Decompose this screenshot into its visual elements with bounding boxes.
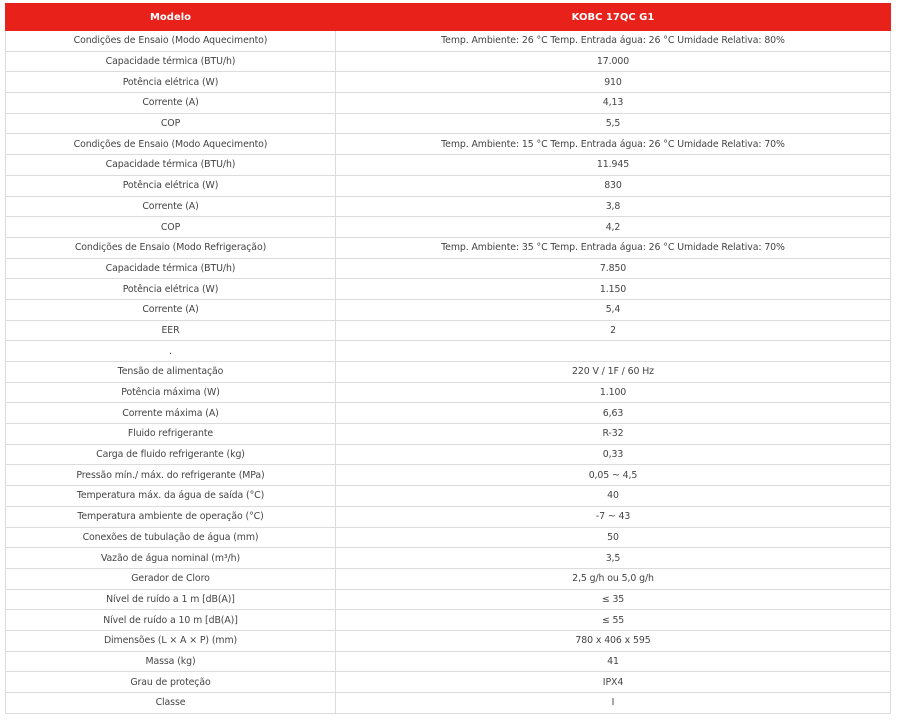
spec-label-cell: Pressão mín./ máx. do refrigerante (MPa) — [6, 465, 336, 486]
table-row — [6, 693, 891, 714]
spec-value-cell: 2,5 g/h ou 5,0 g/h — [336, 568, 891, 589]
table-row — [6, 72, 891, 93]
spec-label-cell: Condições de Ensaio (Modo Aquecimento) — [6, 134, 336, 155]
table-row — [6, 299, 891, 320]
table-row — [6, 93, 891, 114]
spec-value-cell: I — [336, 693, 891, 714]
table-row — [6, 568, 891, 589]
spec-value-cell: ≤ 55 — [336, 610, 891, 631]
spec-value-cell: ≤ 35 — [336, 589, 891, 610]
spec-label-cell: COP — [6, 217, 336, 238]
spec-label-cell: Capacidade térmica (BTU/h) — [6, 155, 336, 176]
spec-label-cell: Dimensões (L × A × P) (mm) — [6, 630, 336, 651]
table-row — [6, 175, 891, 196]
spec-value-cell: 5,4 — [336, 299, 891, 320]
spec-label-cell: Nível de ruído a 1 m [dB(A)] — [6, 589, 336, 610]
spec-value-cell: 910 — [336, 72, 891, 93]
spec-value-cell: 0,33 — [336, 444, 891, 465]
spec-value-cell: 41 — [336, 651, 891, 672]
spec-value-cell: 4,2 — [336, 217, 891, 238]
spec-value-cell: Temp. Ambiente: 15 °C Temp. Entrada água: 26 °C Umidade Relativa: 70% — [336, 134, 891, 155]
table-row — [6, 630, 891, 651]
spec-label-cell: Potência elétrica (W) — [6, 279, 336, 300]
spec-label-cell: Temperatura máx. da água de saída (°C) — [6, 486, 336, 507]
spec-label-cell: Tensão de alimentação — [6, 362, 336, 383]
spec-label-cell: Corrente (A) — [6, 299, 336, 320]
spec-value-cell: R-32 — [336, 424, 891, 445]
spec-label-cell: Temperatura ambiente de operação (°C) — [6, 506, 336, 527]
spec-value-cell: 5,5 — [336, 113, 891, 134]
header-row — [6, 4, 891, 31]
spec-value-cell: 220 V / 1F / 60 Hz — [336, 362, 891, 383]
table-row — [6, 217, 891, 238]
spec-value-cell: 17.000 — [336, 51, 891, 72]
spec-label-cell: Capacidade térmica (BTU/h) — [6, 258, 336, 279]
spec-value-cell: 2 — [336, 320, 891, 341]
spec-label-cell: Condições de Ensaio (Modo Refrigeração) — [6, 237, 336, 258]
table-header — [6, 4, 891, 31]
spec-label-cell: Conexões de tubulação de água (mm) — [6, 527, 336, 548]
table-row — [6, 403, 891, 424]
table-row — [6, 237, 891, 258]
spec-label-cell: EER — [6, 320, 336, 341]
spec-label-cell: Vazão de água nominal (m³/h) — [6, 548, 336, 569]
table-row — [6, 258, 891, 279]
spec-label-cell: Massa (kg) — [6, 651, 336, 672]
table-row — [6, 506, 891, 527]
spec-label-cell: Corrente (A) — [6, 93, 336, 114]
spec-value-cell: 3,8 — [336, 196, 891, 217]
table-row — [6, 362, 891, 383]
spec-table — [5, 3, 891, 714]
spec-value-cell: IPX4 — [336, 672, 891, 693]
spec-label-cell: Condições de Ensaio (Modo Aquecimento) — [6, 31, 336, 52]
table-row — [6, 672, 891, 693]
table-row — [6, 548, 891, 569]
spec-label-cell: Corrente máxima (A) — [6, 403, 336, 424]
spec-value-cell: Temp. Ambiente: 35 °C Temp. Entrada água: 26 °C Umidade Relativa: 70% — [336, 237, 891, 258]
table-row — [6, 465, 891, 486]
spec-value-cell: 4,13 — [336, 93, 891, 114]
spec-label-cell: Classe — [6, 693, 336, 714]
spec-value-cell: 6,63 — [336, 403, 891, 424]
spec-value-cell: Temp. Ambiente: 26 °C Temp. Entrada água: 26 °C Umidade Relativa: 80% — [336, 31, 891, 52]
table-row — [6, 31, 891, 52]
spec-label-cell: COP — [6, 113, 336, 134]
spec-value-cell: -7 ~ 43 — [336, 506, 891, 527]
spec-value-cell: 7.850 — [336, 258, 891, 279]
spec-label-cell: Grau de proteção — [6, 672, 336, 693]
spec-label-cell: Potência máxima (W) — [6, 382, 336, 403]
spec-value-cell: 3,5 — [336, 548, 891, 569]
spec-value-cell: 0,05 ~ 4,5 — [336, 465, 891, 486]
spec-label-cell: Capacidade térmica (BTU/h) — [6, 51, 336, 72]
table-row — [6, 341, 891, 362]
table-row — [6, 113, 891, 134]
table-row — [6, 589, 891, 610]
spec-value-cell: 780 x 406 x 595 — [336, 630, 891, 651]
spec-value-cell — [336, 341, 891, 362]
spec-value-cell: 830 — [336, 175, 891, 196]
spec-label-cell: Nível de ruído a 10 m [dB(A)] — [6, 610, 336, 631]
spec-label-cell: Potência elétrica (W) — [6, 72, 336, 93]
spec-label-cell: Fluido refrigerante — [6, 424, 336, 445]
table-row — [6, 444, 891, 465]
table-row — [6, 382, 891, 403]
spec-label-cell: Potência elétrica (W) — [6, 175, 336, 196]
table-row — [6, 527, 891, 548]
table-row — [6, 51, 891, 72]
header-model-cell: KOBC 17QC G1 — [336, 4, 891, 31]
table-row — [6, 424, 891, 445]
spec-value-cell: 40 — [336, 486, 891, 507]
spec-label-cell: Gerador de Cloro — [6, 568, 336, 589]
spec-label-cell: Corrente (A) — [6, 196, 336, 217]
table-row — [6, 155, 891, 176]
spec-value-cell: 11.945 — [336, 155, 891, 176]
table-row — [6, 651, 891, 672]
table-row — [6, 279, 891, 300]
table-row — [6, 134, 891, 155]
table-row — [6, 320, 891, 341]
spec-value-cell: 1.150 — [336, 279, 891, 300]
table-row — [6, 196, 891, 217]
spec-value-cell: 1.100 — [336, 382, 891, 403]
spec-label-cell: Carga de fluido refrigerante (kg) — [6, 444, 336, 465]
spec-value-cell: 50 — [336, 527, 891, 548]
table-row — [6, 610, 891, 631]
spec-label-cell: . — [6, 341, 336, 362]
table-body — [6, 31, 891, 714]
header-label-cell: Modelo — [6, 4, 336, 31]
table-row — [6, 486, 891, 507]
